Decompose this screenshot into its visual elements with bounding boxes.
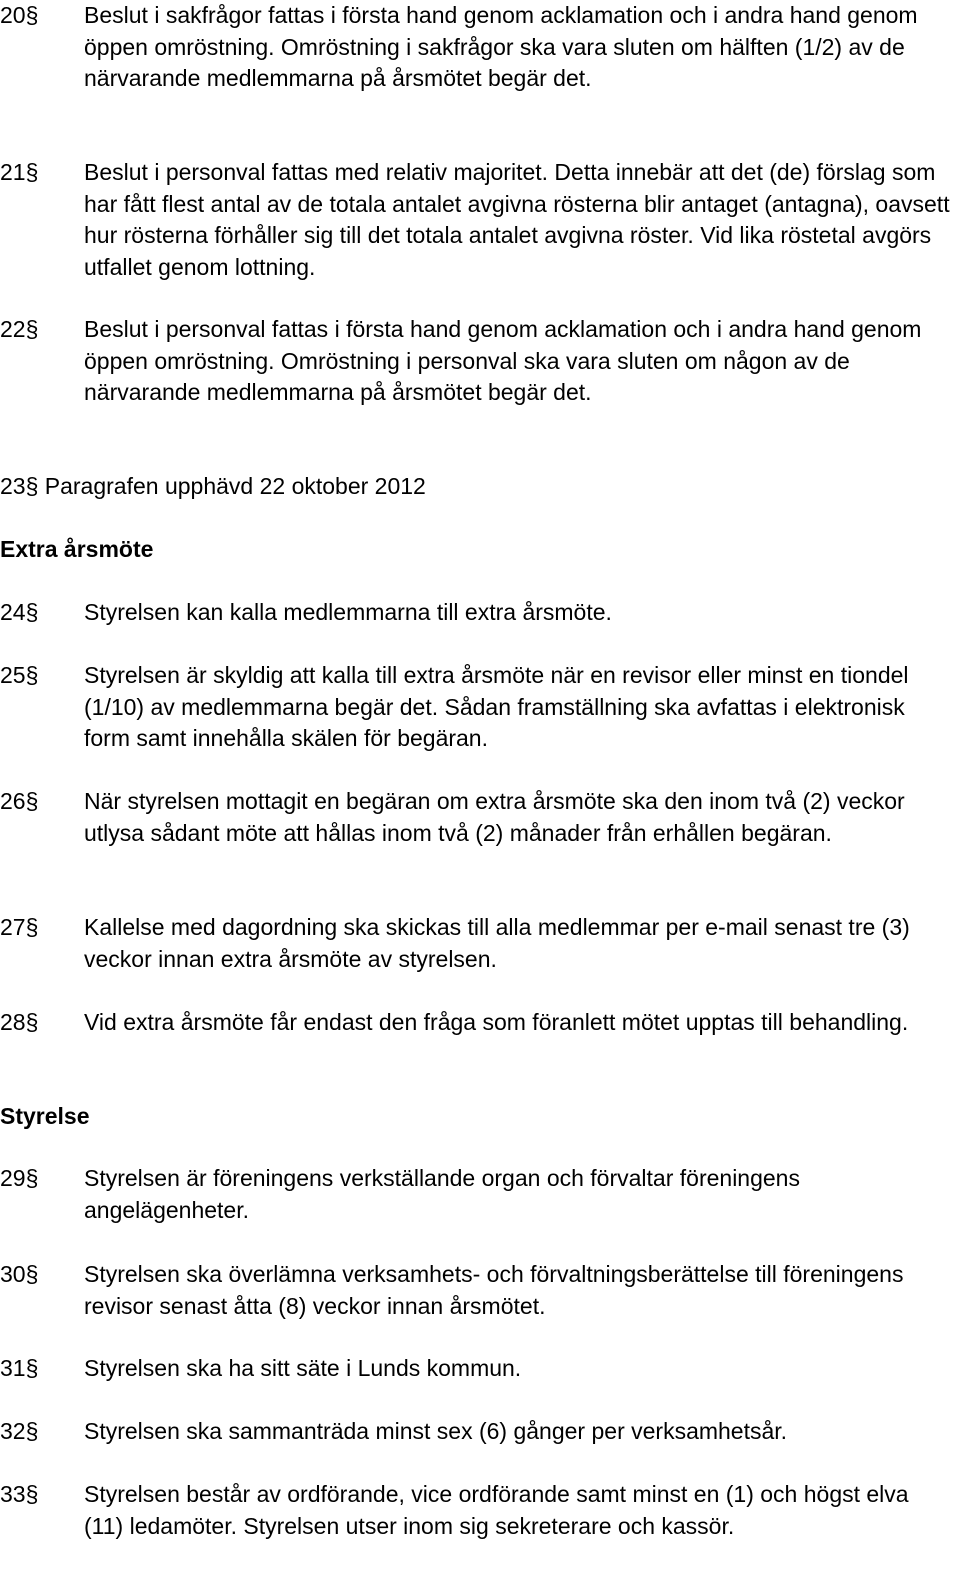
paragraph-text: Styrelsen kan kalla medlemmarna till extra årsmöte. (84, 599, 612, 625)
paragraph-number: 29§ (0, 1165, 39, 1191)
paragraph-number: 32§ (0, 1418, 39, 1444)
paragraph-number: 23§ (0, 473, 39, 499)
paragraph-text: Styrelsen består av ordförande, vice ordförande samt minst en (1) och högst elva (11) ledamöter. Styrelsen utser inom sig sekreterare och kassör. (84, 1481, 909, 1539)
paragraph-number: 31§ (0, 1355, 39, 1381)
paragraph-text: Beslut i personval fattas i första hand genom acklamation och i andra hand genom öppen omröstning. Omröstning i personval ska vara sluten om någon av de närvarande medlemmarna på årsmötet begär det. (84, 316, 922, 405)
paragraph-number: 20§ (0, 2, 39, 28)
paragraph-number: 24§ (0, 599, 39, 625)
paragraph-number: 28§ (0, 1009, 39, 1035)
paragraph-text: Beslut i sakfrågor fattas i första hand genom acklamation och i andra hand genom öppen omröstning. Omröstning i sakfrågor ska vara sluten om hälften (1/2) av de närvarande medlemmarna på årsmötet begär det. (84, 2, 918, 91)
paragraph-text: Beslut i personval fattas med relativ majoritet. Detta innebär att det (de) förslag som har fått flest antal av de totala antalet avgivna rösterna blir antaget (antagna), oavsett hur rösterna förhåller sig till det totala antalet avgivna röster. Vid lika röstetal avgörs utfallet genom lottning. (84, 159, 950, 280)
paragraph-number: 33§ (0, 1481, 39, 1507)
paragraph-text: Styrelsen är skyldig att kalla till extra årsmöte när en revisor eller minst en tiondel (1/10) av medlemmarna begär det. Sådan framställning ska avfattas i elektronisk form samt innehålla skälen för begäran. (84, 662, 909, 751)
paragraph-number: 21§ (0, 159, 39, 185)
paragraph-number: 26§ (0, 788, 39, 814)
paragraph-text: Paragrafen upphävd 22 oktober 2012 (44, 473, 426, 499)
section-heading-extra-arsmote: Extra årsmöte (0, 536, 154, 562)
paragraph-text: Styrelsen ska sammanträda minst sex (6) gånger per verksamhetsår. (84, 1418, 788, 1444)
paragraph-number: 22§ (0, 316, 39, 342)
paragraph-text: Styrelsen ska ha sitt säte i Lunds kommun. (84, 1355, 522, 1381)
paragraph-text: När styrelsen mottagit en begäran om extra årsmöte ska den inom två (2) veckor utlysa sådant möte att hållas inom två (2) månader från erhållen begäran. (84, 788, 905, 846)
paragraph-text: Styrelsen är föreningens verkställande organ och förvaltar föreningens angelägenheter. (84, 1165, 800, 1223)
paragraph-text: Vid extra årsmöte får endast den fråga som föranlett mötet upptas till behandling. (84, 1009, 909, 1035)
paragraph-number: 25§ (0, 662, 39, 688)
section-heading-styrelse: Styrelse (0, 1103, 90, 1129)
paragraph-number: 30§ (0, 1261, 39, 1287)
paragraph-number: 27§ (0, 914, 39, 940)
paragraph-23 (0, 471, 960, 503)
paragraph-text: Styrelsen ska överlämna verksamhets- och förvaltningsberättelse till föreningens revisor senast åtta (8) veckor innan årsmötet. (84, 1261, 904, 1319)
paragraph-text: Kallelse med dagordning ska skickas till alla medlemmar per e-mail senast tre (3) veckor innan extra årsmöte av styrelsen. (84, 914, 910, 972)
